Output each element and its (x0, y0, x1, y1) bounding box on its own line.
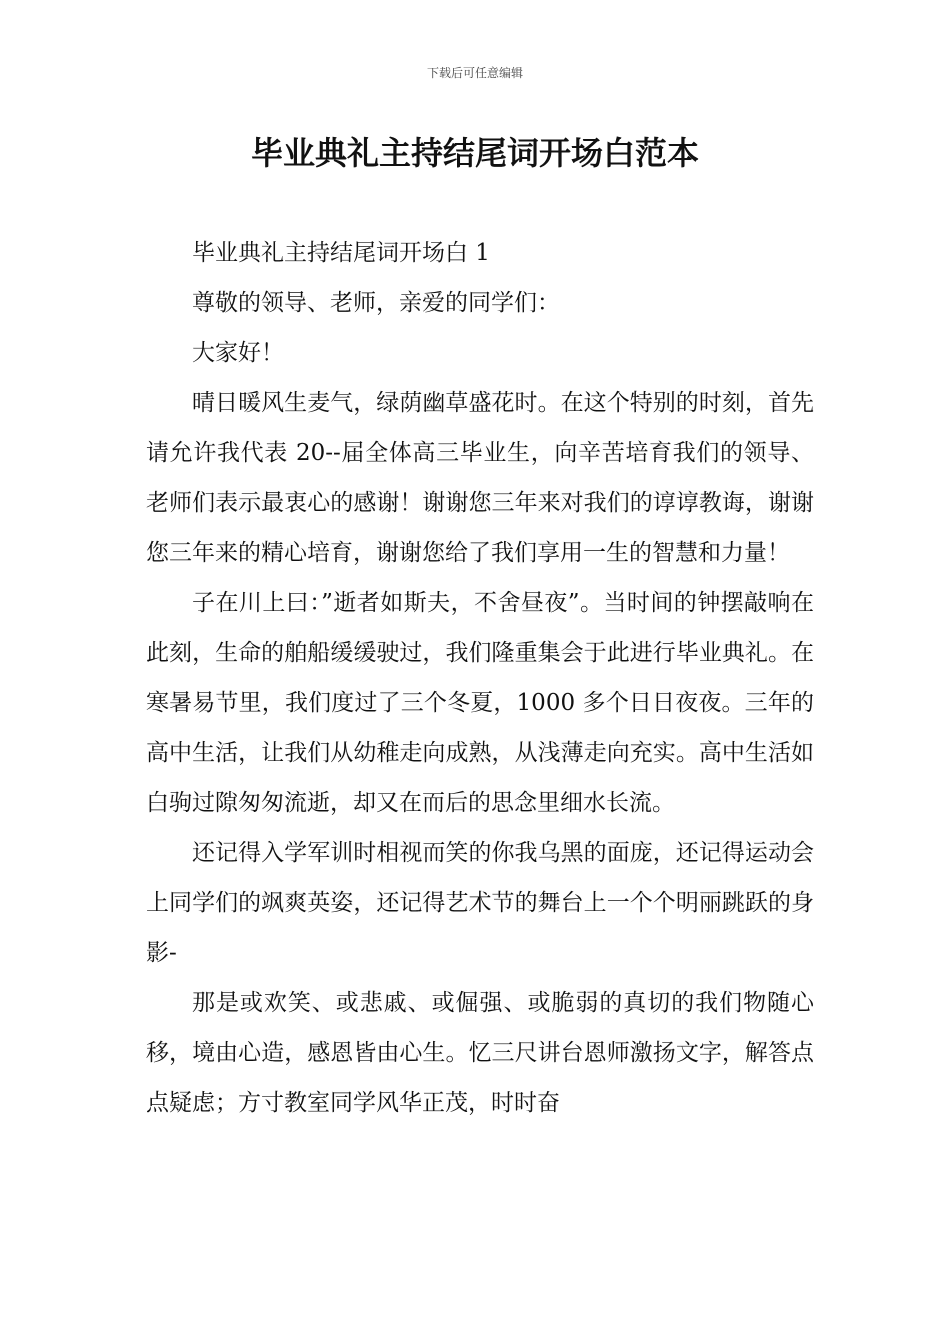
document-body (146, 228, 814, 1128)
header-note: 下载后可任意编辑 (426, 66, 523, 80)
paragraph: 还记得入学军训时相视而笑的你我乌黑的面庞，还记得运动会上同学们的飒爽英姿，还记得艺术节的舞台上一个个明丽跳跃的身影- (146, 840, 814, 966)
document-title: 毕业典礼主持结尾词开场白范本 (250, 134, 699, 172)
paragraph-subtitle: 毕业典礼主持结尾词开场白 1 (192, 240, 490, 266)
paragraph: 那是或欢笑、或悲戚、或倔强、或脆弱的真切的我们物随心移，境由心造，感恩皆由心生。忆三尺讲台恩师激扬文字，解答点点疑虑；方寸教室同学风华正茂，时时奋 (146, 990, 814, 1116)
paragraph: 晴日暖风生麦气，绿荫幽草盛花时。在这个特别的时刻，首先请允许我代表 20--届全体高三毕业生，向辛苦培育我们的领导、老师们表示最衷心的感谢！谢谢您三年来对我们的谆谆教诲，谢谢您三年来的精心培育，谢谢您给了我们享用一生的智慧和力量！ (146, 390, 814, 566)
paragraph: 子在川上曰：”逝者如斯夫，不舍昼夜”。当时间的钟摆敲响在此刻，生命的舶船缓缓驶过，我们隆重集会于此进行毕业典礼。在寒暑易节里，我们度过了三个冬夏，1000 多个日日夜夜。三年的高中生活，让我们从幼稚走向成熟，从浅薄走向充实。高中生活如白驹过隙匆匆流逝，却又在而后的思念里细水长流。 (146, 590, 814, 816)
paragraph-greeting: 大家好！ (192, 340, 284, 366)
paragraph-salutation: 尊敬的领导、老师，亲爱的同学们： (192, 290, 560, 316)
